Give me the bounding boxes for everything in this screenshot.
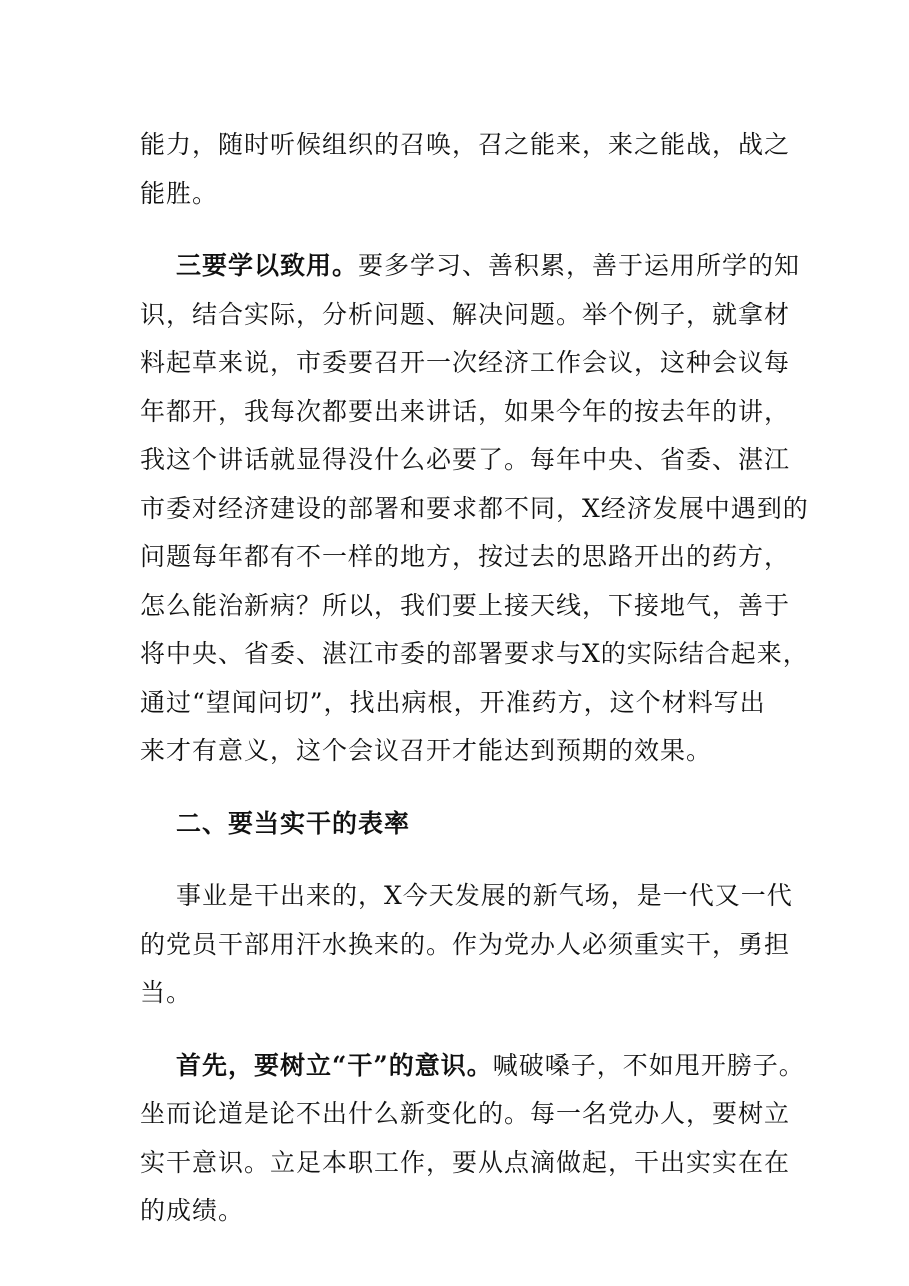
paragraph-2-lead: 三要学以致用。 [176, 251, 359, 280]
paragraph-2-line-8: 怎么能治新病？所以，我们要上接天线，下接地气，善于 [140, 590, 791, 620]
paragraph-1 [140, 121, 791, 218]
paragraph-1-line-2: 能胜。 [140, 178, 219, 208]
paragraph-2-line-10: 通过“望闻问切”，找出病根，开准药方，这个材料写出 [140, 687, 766, 717]
paragraph-2-line-5: 我这个讲话就显得没什么必要了。每年中央、省委、湛江 [140, 445, 791, 474]
paragraph-4 [140, 1042, 805, 1236]
paragraph-gap [140, 848, 780, 872]
paragraph-4-lead: 首先，要树立“干”的意识。 [176, 1050, 493, 1080]
paragraph-4-line-3: 实干意识。立足本职工作，要从点滴做起，干出实实在在 [140, 1147, 791, 1177]
paragraph-2-first-rest: 要多学习、善积累，善于运用所学的知 [358, 251, 801, 280]
paragraph-2-line-9: 将中央、省委、湛江市委的部署要求与X的实际结合起来， [140, 639, 809, 668]
paragraph-gap [140, 218, 780, 242]
section-heading: 二、要当实干的表率 [176, 808, 411, 838]
paragraph-4-first-rest: 喊破嗓子，不如甩开膀子。 [492, 1050, 805, 1080]
paragraph-gap [140, 1018, 780, 1042]
paragraph-2-line-1 [140, 242, 801, 291]
paragraph-3-line-2: 的党员干部用汗水换来的。作为党办人必须重实干，勇担 [140, 929, 791, 959]
paragraph-2-line-11: 来才有意义，这个会议召开才能达到预期的效果。 [140, 736, 713, 765]
paragraph-3-line-3: 当。 [140, 978, 193, 1007]
document-body [140, 121, 809, 1236]
paragraph-2-line-3: 料起草来说，市委要召开一次经济工作会议，这种会议每 [140, 348, 791, 377]
paragraph-3 [140, 872, 793, 1018]
paragraph-2 [140, 242, 809, 776]
paragraph-3-line-1: 事业是干出来的，X今天发展的新气场，是一代又一代 [176, 881, 793, 910]
paragraph-2-line-4: 年都开，我每次都要出来讲话，如果今年的按去年的讲， [140, 396, 791, 426]
paragraph-4-line-4: 的成绩。 [140, 1196, 245, 1225]
paragraph-4-line-2: 坐而论道是论不出什么新变化的。每一名党办人，要树立 [140, 1099, 791, 1128]
paragraph-1-line-1: 能力，随时听候组织的召唤，召之能来，来之能战，战之 [140, 130, 791, 159]
paragraph-4-line-1 [140, 1042, 805, 1091]
paragraph-2-line-6: 市委对经济建设的部署和要求都不同，X经济发展中遇到的 [140, 493, 809, 523]
paragraph-2-line-7: 问题每年都有不一样的地方，按过去的思路开出的药方， [140, 542, 791, 571]
paragraph-gap [140, 776, 780, 800]
paragraph-2-line-2: 识，结合实际，分析问题、解决问题。举个例子，就拿材 [140, 299, 791, 329]
